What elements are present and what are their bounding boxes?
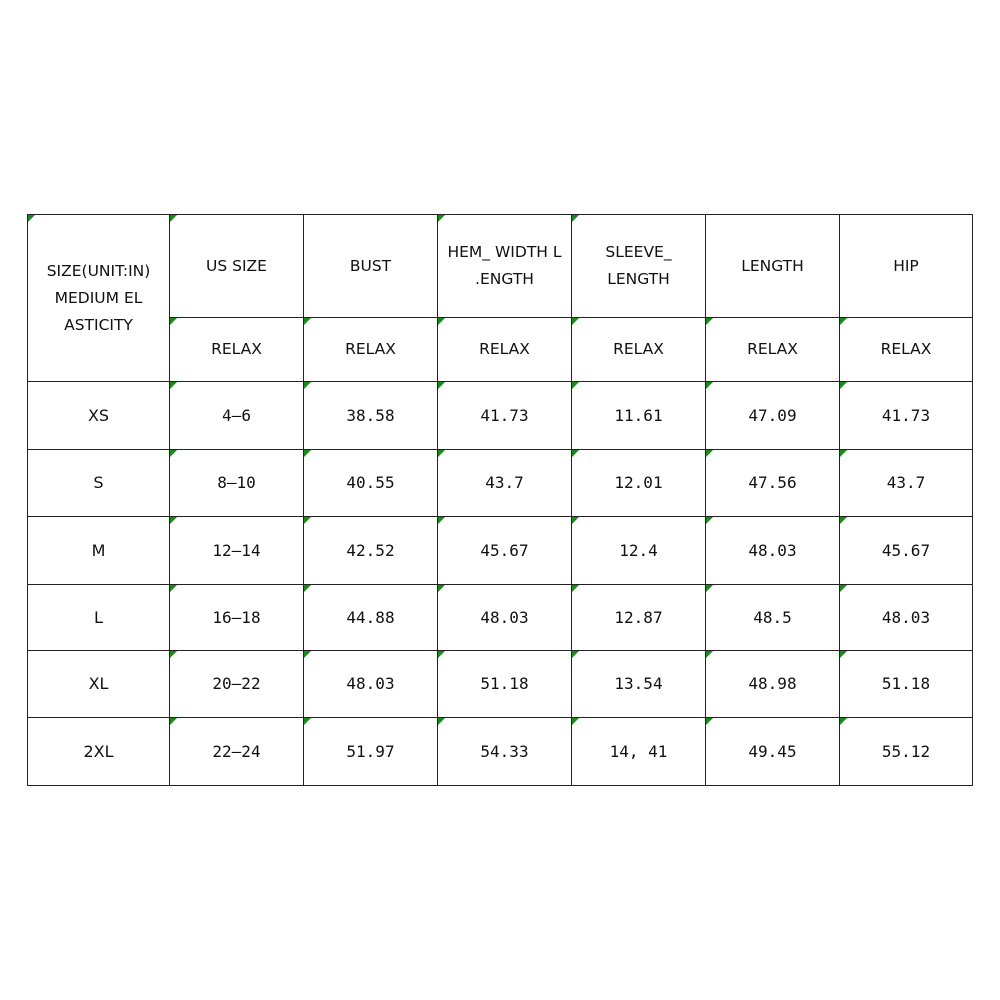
cell-marker (438, 382, 445, 389)
cell-marker (572, 718, 579, 725)
subheader-cell (170, 318, 304, 382)
value-cell (304, 517, 438, 585)
subheader-cell (304, 318, 438, 382)
cell-value: 13.54 (614, 674, 663, 693)
table-row (28, 585, 973, 651)
cell-value: 47.56 (748, 473, 797, 492)
column-header-label: SLEEVE_ (605, 243, 672, 261)
value-cell (438, 382, 572, 450)
table-row (28, 718, 973, 786)
subheader-label: RELAX (747, 340, 798, 358)
cell-marker (438, 450, 445, 457)
cell-marker (572, 450, 579, 457)
column-header-label: BUST (349, 256, 392, 275)
value-cell (170, 517, 304, 585)
cell-value: 48.03 (748, 540, 797, 560)
column-header-label: LENGTH (741, 256, 804, 275)
cell-marker (840, 585, 847, 592)
subheader-row (28, 318, 973, 382)
cell-marker (304, 382, 311, 389)
cell-marker (572, 318, 579, 325)
value-cell (304, 382, 438, 450)
value-cell (438, 651, 572, 718)
cell-value: 20—22 (212, 674, 261, 693)
size-cell: M (28, 517, 170, 585)
cell-value: 14, 41 (609, 741, 668, 761)
corner-label-line: MEDIUM EL (54, 288, 143, 307)
size-cell: S (28, 450, 170, 517)
column-header-label: US SIZE (206, 256, 267, 275)
cell-marker (840, 718, 847, 725)
cell-marker (438, 318, 445, 325)
header-row (28, 215, 973, 318)
cell-marker (706, 450, 713, 457)
cell-marker (438, 651, 445, 658)
value-cell (572, 450, 706, 517)
cell-marker (170, 318, 177, 325)
subheader-label: RELAX (211, 340, 262, 358)
value-cell (572, 517, 706, 585)
column-header-bust (304, 215, 438, 318)
size-cell: 2XL (28, 718, 170, 786)
cell-marker (170, 585, 177, 592)
cell-marker (304, 651, 311, 658)
column-header-label: HIP (893, 256, 919, 275)
cell-value: 48.03 (480, 607, 529, 627)
cell-marker (572, 585, 579, 592)
size-cell: XL (28, 651, 170, 718)
cell-marker (170, 517, 177, 524)
table-row (28, 450, 973, 517)
value-cell (840, 585, 973, 651)
subheader-label: RELAX (613, 340, 664, 358)
value-cell (840, 450, 973, 517)
column-header-label: HEM_ WIDTH L (447, 243, 562, 261)
cell-marker (840, 382, 847, 389)
cell-marker (438, 585, 445, 592)
cell-marker (170, 382, 177, 389)
cell-marker (572, 382, 579, 389)
column-header-length (706, 215, 840, 318)
column-header-us-size (170, 215, 304, 318)
cell-value: 51.18 (480, 674, 529, 693)
value-cell (304, 718, 438, 786)
cell-marker (304, 718, 311, 725)
cell-marker (304, 517, 311, 524)
cell-marker (304, 585, 311, 592)
value-cell (706, 651, 840, 718)
cell-marker (840, 651, 847, 658)
cell-marker (706, 651, 713, 658)
size-cell: L (28, 585, 170, 651)
cell-value: 12.87 (614, 607, 663, 627)
cell-value: 4—6 (222, 405, 251, 425)
value-cell (304, 585, 438, 651)
column-header-hip (840, 215, 973, 318)
cell-value: 43.7 (886, 473, 926, 492)
cell-value: 12—14 (212, 540, 261, 560)
cell-marker (572, 517, 579, 524)
cell-value: 54.33 (480, 741, 529, 761)
cell-value: 48.98 (748, 674, 797, 693)
cell-marker (840, 318, 847, 325)
size-chart-table (27, 214, 973, 786)
value-cell (304, 651, 438, 718)
cell-marker (438, 517, 445, 524)
value-cell (706, 382, 840, 450)
subheader-label: RELAX (345, 340, 396, 358)
cell-value: 42.52 (346, 540, 395, 560)
table-row (28, 517, 973, 585)
cell-value: 16—18 (212, 607, 261, 627)
value-cell (572, 651, 706, 718)
cell-value: 12.01 (614, 473, 663, 492)
value-cell (706, 517, 840, 585)
cell-value: 47.09 (748, 405, 797, 425)
size-cell: XS (28, 382, 170, 450)
cell-value: 40.55 (346, 473, 395, 492)
cell-value: 8—10 (217, 473, 256, 492)
cell-value: 48.03 (346, 674, 395, 693)
subheader-cell (840, 318, 973, 382)
value-cell (438, 585, 572, 651)
value-cell (170, 382, 304, 450)
subheader-label: RELAX (479, 340, 530, 358)
value-cell (572, 585, 706, 651)
corner-label-line: ASTICITY (64, 315, 133, 334)
column-header-label: .ENGTH (475, 270, 534, 288)
corner-label-line: SIZE(UNIT:IN) (46, 261, 151, 280)
cell-marker (170, 651, 177, 658)
value-cell (572, 718, 706, 786)
value-cell (438, 517, 572, 585)
value-cell (572, 382, 706, 450)
cell-marker (706, 585, 713, 592)
subheader-label: RELAX (880, 340, 932, 358)
cell-marker (438, 215, 445, 222)
cell-marker (170, 215, 177, 222)
cell-marker (840, 517, 847, 524)
subheader-cell (438, 318, 572, 382)
cell-value: 49.45 (748, 741, 797, 761)
cell-value: 41.73 (480, 405, 529, 425)
cell-marker (572, 651, 579, 658)
cell-marker (304, 318, 311, 325)
cell-value: 51.18 (881, 674, 931, 693)
cell-value: 11.61 (614, 405, 663, 425)
value-cell (170, 651, 304, 718)
value-cell (840, 718, 973, 786)
subheader-cell (706, 318, 840, 382)
value-cell (170, 585, 304, 651)
cell-marker (706, 718, 713, 725)
value-cell (840, 651, 973, 718)
cell-value: 48.5 (753, 607, 792, 627)
cell-marker (706, 517, 713, 524)
cell-marker (572, 215, 579, 222)
cell-value: 44.88 (346, 607, 395, 627)
column-header-sleeve-length (572, 215, 706, 318)
cell-value: 43.7 (485, 473, 524, 492)
table-row (28, 382, 973, 450)
value-cell (170, 450, 304, 517)
value-cell (438, 718, 572, 786)
cell-value: 22—24 (212, 741, 261, 761)
value-cell (438, 450, 572, 517)
cell-value: 12.4 (619, 540, 658, 560)
column-header-label: LENGTH (607, 270, 670, 288)
value-cell (706, 585, 840, 651)
column-header-hem-width-length (438, 215, 572, 318)
cell-value: 38.58 (346, 405, 395, 425)
value-cell (706, 718, 840, 786)
value-cell (170, 718, 304, 786)
cell-marker (706, 382, 713, 389)
cell-value: 51.97 (346, 741, 395, 761)
table-row (28, 651, 973, 718)
cell-value: 55.12 (881, 741, 931, 761)
value-cell (840, 382, 973, 450)
cell-value: 45.67 (881, 540, 931, 560)
cell-marker (840, 450, 847, 457)
cell-value: 41.73 (881, 405, 931, 425)
cell-marker (304, 450, 311, 457)
cell-marker (170, 718, 177, 725)
cell-marker (28, 215, 35, 222)
value-cell (840, 517, 973, 585)
value-cell (304, 450, 438, 517)
cell-marker (170, 450, 177, 457)
value-cell (706, 450, 840, 517)
cell-marker (706, 318, 713, 325)
cell-marker (438, 718, 445, 725)
corner-header-cell (28, 215, 170, 382)
cell-value: 48.03 (881, 607, 931, 627)
cell-value: 45.67 (480, 540, 529, 560)
subheader-cell (572, 318, 706, 382)
